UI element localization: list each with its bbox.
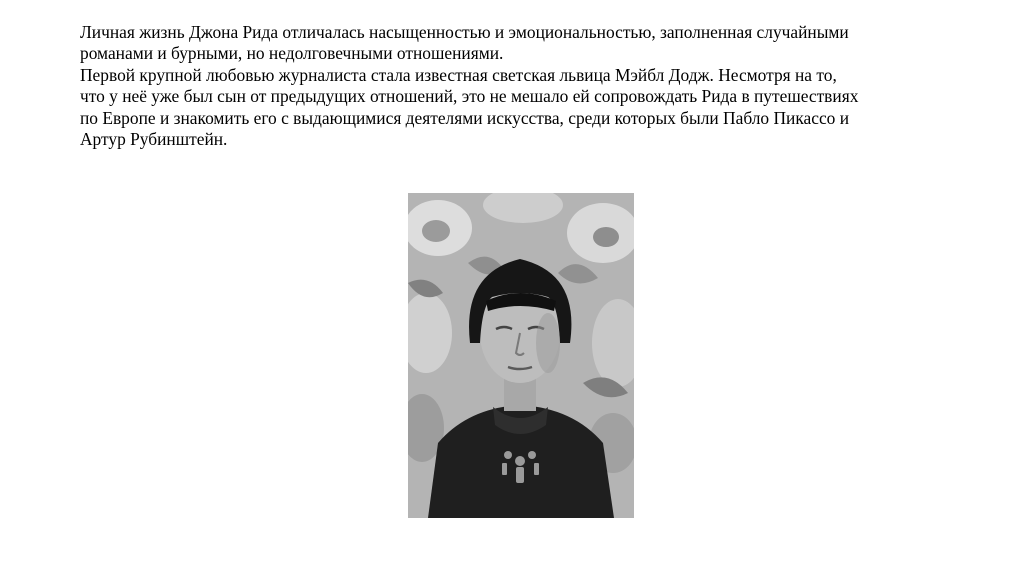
face-shadow (536, 313, 560, 373)
portrait-photo (408, 193, 634, 518)
slide-body-text: Личная жизнь Джона Рида отличалась насыщенностью и эмоциональностью, заполненная случайными романами и бурными, но недолговечными отношениями. Первой крупной любовью журналиста стала известная светская львица Мэйбл Додж. Несмотря на то, что у неё уже был сын от предыдущих отношений, это не мешало ей сопровождать Рида в путешествиях по Европе и знакомить его с выдающимися деятелями искусства, среди которых были Пабло Пикассо и Артур Рубинштейн. (80, 22, 859, 150)
portrait-illustration (408, 193, 634, 518)
